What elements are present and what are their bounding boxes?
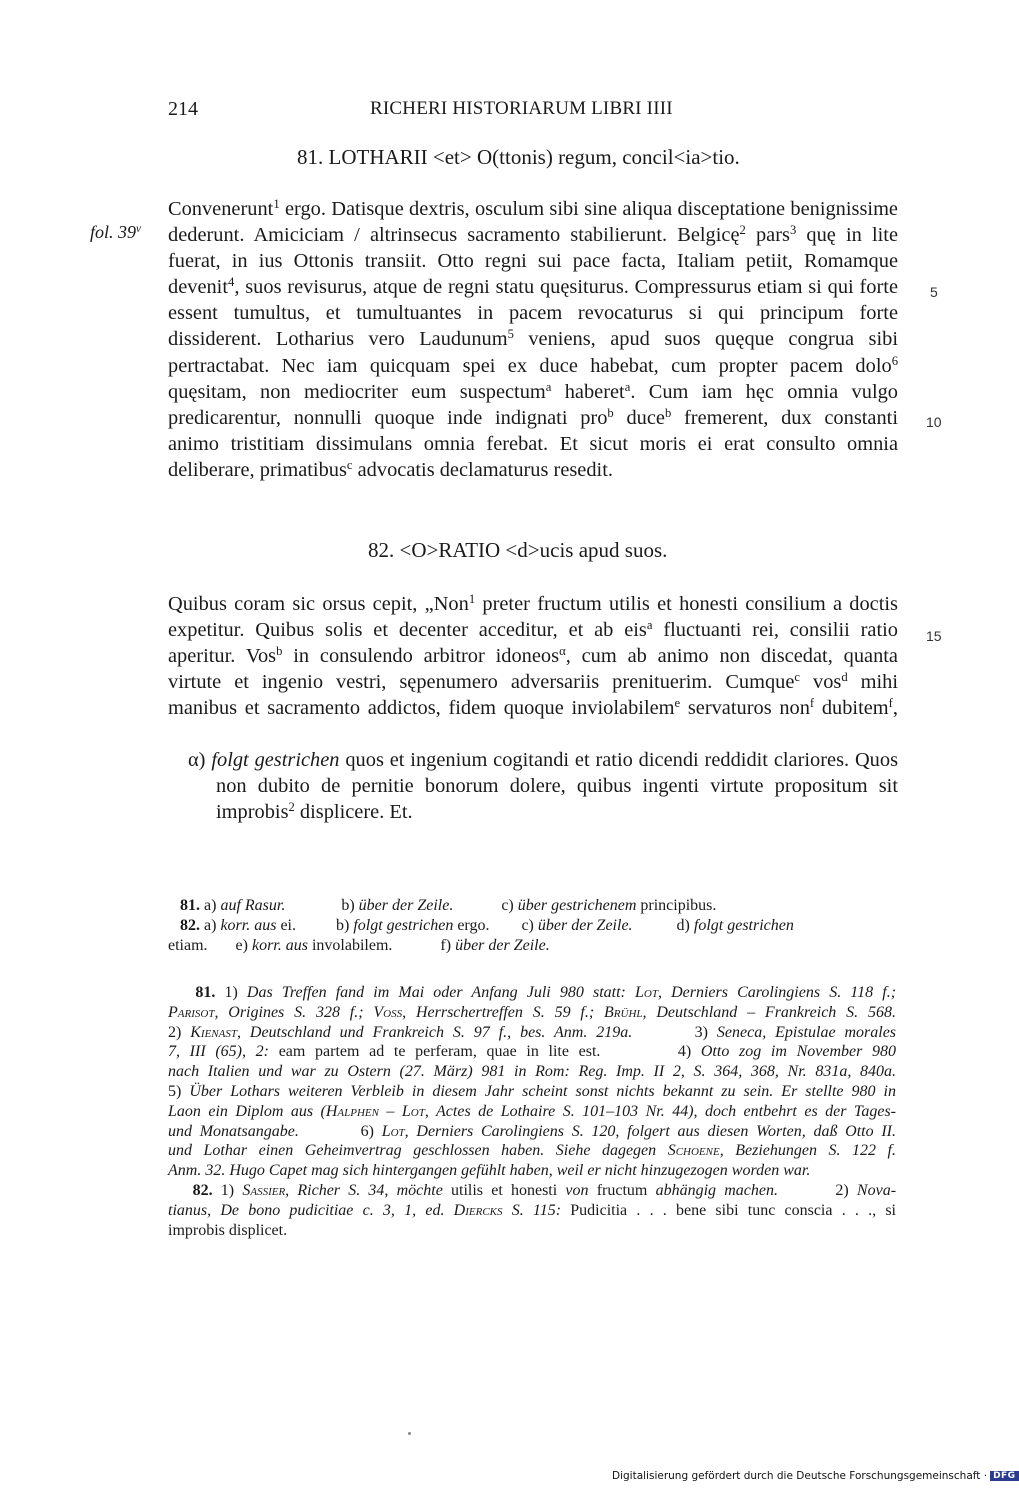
credit-text: Digitalisierung gefördert durch die Deutsche Forschungsgemeinschaft ·: [612, 1470, 988, 1482]
variant-note-alpha: α) folgt gestrichen quos et ingenium cogitandi et ratio dicendi reddidit clariores. Quos non dubito de pernitie bonorum dolere, quibus ingenti virtute propositum sit improbis$^2$ displicere. Et.: [188, 749, 899, 824]
line-number-15: 15: [926, 628, 942, 644]
page-speck: [408, 1432, 411, 1435]
running-head: RICHERI HISTORIARUM LIBRI IIII: [370, 98, 673, 119]
margin-folio-text: fol. 39: [90, 222, 137, 242]
digitization-credit: [612, 1470, 1019, 1482]
line-number-10: 10: [926, 414, 942, 430]
critical-apparatus: 81. a) auf Rasur. b) über der Zeile. c) über gestrichenem principibus. 82. a) korr. aus ei. b) folgt gestrichen ergo. c) über der Zeile. d) folgt gestrichen etiam. e) korr. aus involabilem. f) über der Zeile.: [168, 897, 794, 954]
historical-notes: 81. 1) Das Treffen fand im Mai oder Anfang Juli 980 statt: Lot, Derniers Carolingiens S. 118 f.; Parisot, Origines S. 328 f.; Voss, Herrschertreffen S. 59 f.; Brühl, Deutschland – Frankreich S. 568. 2) Kienast, Deutschland und Frankreich S. 97 f., bes. Anm. 219a. 3) Seneca, Epistulae morales 7, III (65), 2: eam partem ad te perferam, quae in lite est. 4) Otto zog im November 980 nach Italien und war zu Ostern (27. März) 981 in Rom: Reg. Imp. II 2, S. 364, 368, Nr. 831a, 840a. 5) Über Lothars weiteren Verbleib in diesem Jahr scheint sonst nichts bekannt zu sein. Er stellte 980 in Laon ein Diplom aus (Halphen – Lot, Actes de Lothaire S. 101–103 Nr. 44), doch entbehrt es der Tages- und Monatsangabe. 6) Lot, Derniers Carolingiens S. 120, folgert aus diesen Worten, daß Otto II. und Lothar einen Geheimvertrag geschlossen haben. Siehe dagegen Schoene, Beziehungen S. 122 f. Anm. 32. Hugo Capet mag sich hintergangen gefühlt haben, weil er nicht hinzugezogen worden war. 82. 1) Sassier, Richer S. 34, möchte utilis et honesti von fructum abhängig machen. 2) Nova- tianus, De bono pudicitiae c. 3, 1, ed. Diercks S. 115: Pudicitia . . . bene sibi tunc conscia . . ., si improbis displicet.: [168, 984, 897, 1239]
chapter-text-82: Quibus coram sic orsus cepit, „Non$^1$ preter fructum utilis et honesti consilium a doctis expetitur. Quibus solis et decenter acceditur, et ab eis$^a$ fluctuanti rei, consilii ratio aperitur. Vos$^b$ in consulendo arbitror idoneos$^\alpha$, cum ab animo non discedat, quanta virtute et ingenio vestri, sępenumero adversariis prenituerim. Cumque$^c$ vos$^d$ mihi manibus et sacramento addictos, fidem quoque inviolabilem$^e$ servaturos non$^f$ dubitem$^f$,: [168, 592, 898, 720]
margin-folio-sup: v: [136, 222, 141, 235]
dfg-logo-icon: DFG: [990, 1471, 1019, 1481]
chapter-heading-81: 81. LOTHARII <et> O(ttonis) regum, concil<ia>tio.: [297, 145, 740, 169]
page-number: 214: [168, 98, 198, 120]
margin-folio-note: [90, 222, 141, 243]
chapter-text-81: Convenerunt$^1$ ergo. Datisque dextris, osculum sibi sine aliqua disceptatione benignissime dederunt. Amiciciam / altrinsecus sacramento stabilierunt. Belgicę$^2$ pars$^3$ quę in lite fuerat, in ius Ottonis transiit. Otto regni sui pace facta, Italiam petiit, Romamque devenit$^4$, suos revisurus, atque de regni statu quęsiturus. Compressurus etiam si qui forte essent tumultus, et tumultuantes in pacem revocaturus si qui principum forte dissiderent. Lotharius vero Laudunum$^5$ veniens, apud suos quęque congrua sibi pertractabat. Nec iam quicquam spei ex duce habebat, cum propter pacem dolo$^6$ quęsitam, non mediocriter eum suspectum$^a$ haberet$^a$. Cum iam hęc omnia vulgo predicarentur, nonnulli quoque inde indignati pro$^b$ duce$^b$ fremerent, dux constanti animo tristitiam dissimulans omnia ferebat. Et sicut moris ei erat consulto omnia deliberare, primatibus$^c$ advocatis declamaturus resedit.: [168, 197, 899, 481]
chapter-heading-82: 82. <O>RATIO <d>ucis apud suos.: [368, 538, 668, 562]
line-number-5: 5: [930, 284, 938, 300]
